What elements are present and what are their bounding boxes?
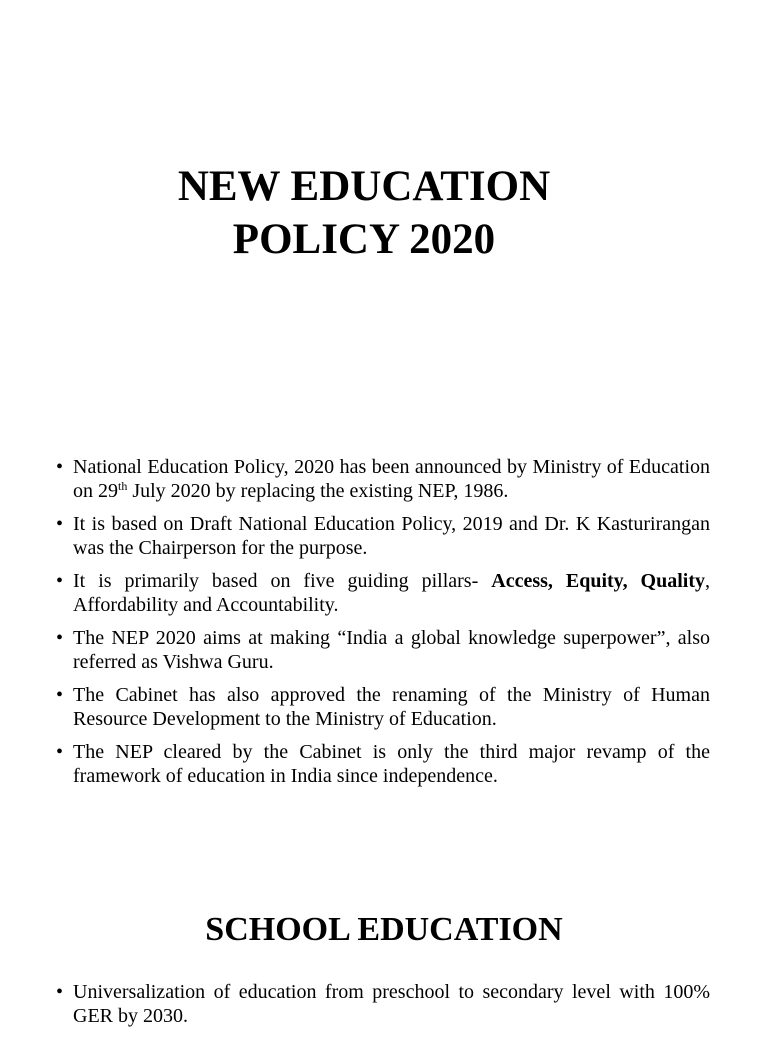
bullet-superpower: • The NEP 2020 aims at making “India a global knowledge superpower”, also referred as Vishwa Guru. xyxy=(56,626,710,674)
title-line-2: POLICY 2020 xyxy=(232,216,496,263)
bullet-universalization: • Universalization of education from preschool to secondary level with 100% GER by 2030. xyxy=(56,980,710,1028)
bullet-guiding-pillars xyxy=(56,569,710,617)
bullet-third-revamp: • The NEP cleared by the Cabinet is only the third major revamp of the framework of education in India since independence. xyxy=(56,740,710,788)
section-title: SCHOOL EDUCATION xyxy=(205,911,563,948)
title-line-1: NEW EDUCATION xyxy=(177,163,551,210)
bullet-draft-policy: • It is based on Draft National Education Policy, 2019 and Dr. K Kasturirangan was the Chairperson for the purpose. xyxy=(56,512,710,560)
bullet-announcement xyxy=(56,455,710,503)
bullet-text-part: It is primarily based on five guiding pillars- xyxy=(73,570,492,592)
school-education-bullet-list xyxy=(56,980,710,1037)
bullet-bold-text: Access, Equity, Quality xyxy=(491,570,706,592)
bullet-text-part: July 2020 by replacing the existing NEP, 1986. xyxy=(127,480,509,502)
bullet-text-part: , Affordability and Accountability. xyxy=(73,570,711,616)
bullet-text-part: National Education Policy, 2020 has been announced by Ministry of Education on 29 xyxy=(73,456,710,502)
bullet-ministry-rename: • The Cabinet has also approved the renaming of the Ministry of Human Resource Development to the Ministry of Education. xyxy=(56,683,710,731)
page-title xyxy=(0,160,728,266)
ordinal-suffix: th xyxy=(118,479,128,493)
policy-bullet-list xyxy=(56,455,710,797)
